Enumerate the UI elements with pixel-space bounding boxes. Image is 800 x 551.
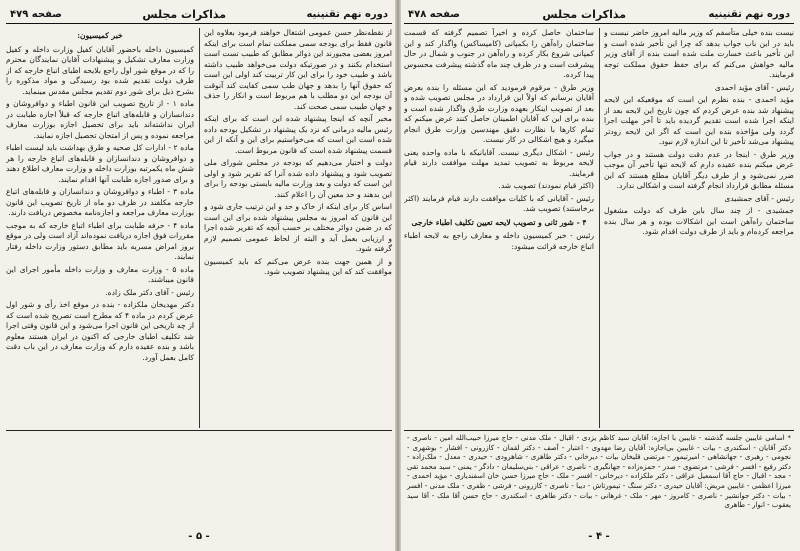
paragraph: ماده ۴ - حرفه طبابت برای اطباء اتباع خارجه که به موجب مقررات فوق اجازه دریافت نموده‌اند آزاد است ولی در موقع بروز امراض مسریه باید مطابق دستور وزارت داخله رفتار نمایند. bbox=[6, 220, 194, 261]
paragraph: رئیس - خبر کمیسیون داخله و معارف راجع به لایحه اطباء اتباع خارجه قرائت میشود: bbox=[404, 231, 594, 251]
paragraph: رئیس - آقایانی که با کلیات موافقت دارند قیام فرمایند (اکثر برخاستند) تصویب شد. bbox=[404, 193, 594, 213]
paragraph: جمشیدی - از چند سال باین طرف که دولت مشغول ساختمان راه‌آهن است این اشکالات بوده و هر سال بنده مراجعه کرده‌ام و باید از طرف دولت اقدام شود. bbox=[604, 206, 794, 236]
section-heading: خبر کمیسیون: bbox=[77, 31, 123, 40]
paragraph: (اکثر قیام نمودند) تصویب شد. bbox=[498, 181, 594, 190]
left-page-footer-number: - ۵ - bbox=[188, 531, 210, 542]
paragraph: ماده ۵ - وزارت معارف و وزارت داخله مأمور اجرای این قانون میباشند. bbox=[6, 264, 194, 284]
right-page-header bbox=[404, 6, 794, 24]
paragraph: رئیس - آقای دکتر ملک زاده. bbox=[105, 287, 194, 297]
left-page-title: مذاکرات مجلس bbox=[142, 7, 227, 21]
right-page-volume: دوره نهم تقنینیه bbox=[708, 8, 790, 20]
right-page-left-column bbox=[404, 28, 594, 428]
paragraph: نیست بنده خیلی متأسفم که وزیر مالیه امروز حاضر نیست و باید در این باب جواب بدهد که چرا این تأخیر شده است و این تأخیر باعث خسارت ملت شده است بنده از آقای وزیر مالیه خواهش می‌کنم که برای حفظ حقوق مملکت توجه فرمایند. bbox=[604, 28, 794, 79]
left-page-right-column bbox=[204, 28, 392, 428]
right-page-number-label: صفحه ۴۷۸ bbox=[408, 8, 460, 20]
footnote-divider bbox=[6, 430, 392, 431]
paragraph: مخبر آنچه که اینجا پیشنهاد شده این است که برای اینکه رئیس مالیه درمانی که نزد یک پیشنهاد در تشکیل بودجه داده شده است این است که می‌خواستیم برای این و آنکه از این قسمت پیشنهاد شده است که قانون مربوط است. bbox=[204, 114, 392, 155]
book-spine bbox=[395, 0, 401, 551]
paragraph: ماده ۲ - ادارات کل صحیه و طرق بهداشت باید لیست اطباء و دوافروشان و دندانسازان و قابله‌های اتباع خارجه را هر شش ماه یکمرتبه بوزارت داخله و وزارت معارف اطلاع دهند و برای صدور اجازه طبابت آنها اقدام نمایند. bbox=[6, 143, 194, 184]
column-divider bbox=[199, 28, 200, 428]
paragraph: از نقطه‌نظر حسن عمومی اشتغال خواهند فرمود بعلاوه این قانون فقط برای بودجه سمی مملکت تمام است برای اینکه امروز بعضی مجبورند این دوائر مطابق که طبیب تست است استخدام بکنند و در صورتیکه دولت می‌خواهد طبیب داشته باشد و طبیب خود را برای این کار تربیت کند اولی این است که حقوق آنها را بدهد و جهان طب سمی کفایت کند آنوقت آن بودجه این دو مطلب با هم مربوط است و انکار را حذف و جهان طبیب سمی صحت کند. bbox=[204, 28, 392, 111]
paragraph: و از همین جهت بنده عرض می‌کنم که باید کمیسیون موافقت کند که این پیشنهاد تصویب شود. bbox=[204, 256, 392, 276]
footnote-divider bbox=[404, 430, 794, 431]
right-page-right-column bbox=[604, 28, 794, 428]
section-heading: ۴ - شور ثانی و تصویب لایحه تعیین تکلیف اطباء خارجی bbox=[411, 217, 587, 227]
paragraph: رئیس - آقای جمشیدی bbox=[724, 193, 794, 203]
left-page bbox=[6, 6, 392, 544]
paragraph: ساختمان حاصل کرده و اخیراً تصمیم گرفته که قسمت ساختمان راه‌آهن را بکمپانی (کامپساکس) واگذار کند و این کمپانی شروع بکار کرده و راه‌آهن در جنوب و شمال در حال پیشرفت است و در ظرف چند ماه گذشته پیشرفت محسوس پیدا کرده. bbox=[404, 28, 594, 79]
paragraph: ماده ۳ - اطباء و دوافروشان و دندانسازان و قابله‌های اتباع خارجه مکلفند در ظرف دو ماه از تاریخ تصویب این قانون بوزارت معارف مراجعه و اجازه‌نامه مخصوص دریافت دارند. bbox=[6, 187, 194, 217]
right-page bbox=[404, 6, 794, 544]
paragraph: کمیسیون داخله باحضور آقایان کفیل وزارت داخله و کفیل وزارت معارف تشکیل و پیشنهادات آقایان نمایندگان محترم را که در موقع شور اول راجع بلایحه اطبای اتباع خارجه که از طرف دولت تقدیم شده بود رسیدگی و مواد مذکوره را بشرح ذیل برای شور دوم تقدیم مجلس مقدس مینماید. bbox=[6, 44, 194, 96]
left-page-footnote bbox=[6, 434, 392, 530]
paragraph: رئیس - اشکال دیگری نیست. آقایانیکه با ماده واحده یعنی لایحه مربوط به تصویب تمدید مهلت موافقت دارند قیام فرمایند. bbox=[404, 147, 594, 178]
left-page-volume: دوره نهم تقنینیه bbox=[306, 8, 388, 20]
paragraph: دکتر مهدیخان ملکزاده - بنده در موقع اخذ رأی و شور اول عرض کردم در ماده ۴ که مطرح است تصریح شده است که از چه تاریخی این قانون اجرا می‌شود و این قانون وقتی اجرا شد تکلیف اطبای خارجی که اکنون در ایران هستند معلوم باشد و بنده عقیده دارم که وزارت معارف در این باب دقت کامل بعمل آورد. bbox=[6, 300, 194, 362]
left-page-header bbox=[6, 6, 392, 24]
paragraph: دولت و اختیار می‌دهیم که بودجه در مجلس شورای ملی تصویب شود و پیشنهاد داده شده آنرا که تقریر شود و اولی این است که دولت و بعد وزارت مالیه بایستی بودجه را برای این بدهند و حد معین آن را اعلام کنند. bbox=[204, 158, 392, 199]
paragraph: مؤید احمدی - بنده نظرم این است که موقعیکه این لایحه پیشنهاد شد بنده عرض کردم که چون تاریخ این لایحه بعد از اینکه اجرا شده است تقدیم گردیده باید تا آخر مهلت اجرا گردد ولی مؤاخذه بنده این است که اگر این لایحه زودتر پیشنهاد می‌شد تأخیر تا این اندازه لازم نبود. bbox=[604, 95, 794, 146]
left-page-body bbox=[6, 28, 392, 428]
left-page-number-label: صفحه ۴۷۹ bbox=[10, 8, 62, 20]
paragraph: اساس کار برای اینکه از خاک و حد و این ترتیب جاری شود و این قانون که امروز به مجلس پیشنهاد شده برای این است که در ضمن دوائر مختلف بر حسب آنچه که تقریر شده اجرا و ارزیابی بعمل آید و البته از لحاظ عمومی تصمیم لازم گرفته شود. bbox=[204, 202, 392, 253]
left-page-left-column bbox=[6, 28, 194, 428]
paragraph: وزیر طرق - مرقوم فرمودید که این مسئله را بنده بعرض آقایان برسانم که اولاً این قرارداد در مجلس تصویب شده و بعد از تصویب اینکار بعهده وزارت طرق واگذار شده است و بنده برای این که آقایان اطمینان حاصل کنند عرض میکنم که تمام کارها با نظارت دقیق مهندسین وزارت طرق انجام میگیرد و هیچ اشکالی در کار نیست. bbox=[404, 82, 594, 144]
right-page-title: مذاکرات مجلس bbox=[542, 7, 627, 21]
right-page-footer-number: - ۴ - bbox=[588, 531, 610, 542]
right-page-body bbox=[404, 28, 794, 428]
paragraph: ماده ۱ - از تاریخ تصویب این قانون اطباء و دوافروشان و دندانسازان و قابله‌های اتباع خارجه که قبلاً اجازه طبابت در ایران نداشته‌اند باید برای تحصیل اجازه بوزارت معارف مراجعه نموده و پس از امتحان تحصیل اجازه نمایند. bbox=[6, 99, 194, 140]
paragraph: رئیس - آقای مؤید احمدی bbox=[714, 82, 794, 92]
paragraph: وزیر طرق - اینجا در عدم دقت دولت هستند و در جواب عرض میکنم بنده عقیده دارم که لایحه تنها تأخیر آن موجب ضرر نمی‌شود و از طرف دیگر آقایان مطلع هستند که این مسئله مطابق قرارداد انجام گرفته است و اشکالی ندارد. bbox=[604, 149, 794, 190]
right-page-footnote: * اسامی غایبین جلسه گذشته - غایبین با اجازه: آقایان سید کاظم یزدی - اقبال - ملک مدنی - حاج میرزا حبیب‌الله امین - ناصری - دکتر آقایان - اسکندری - بیات - غایبین بی‌اجازه: آقایان رضا مهدوی - اعتبار - آصف - دکتر لقمان - کازرونی - افشار - بوشهری - نجومی - رهبری - جهانشاهی - امیرتیمور - مرتضی قلیخان بیات - دیرخانی - دکتر طاهری - شاهرودی - حیدری - معدل - ملک‌زاده - دکتر رفیع - افسر - فرشی - مرتضوی - صدر - حمزه‌زاده - جهانگیری - ناصری - عراقی - بنی‌سلیمان - دادگر - یمنی - سید محمد تقی - مجد - اقبال - حاج آقا اسمعیل عراقی - دکتر ملکزاده - دیرخانی - افسر - ملک - حاج میرزا حسن خان اسفندیاری - مؤید احمدی - میرزا اعظمی - غایبین مریض: آقایان حیدری - دکتر سنگ - تیمورتاش - دیبا - ناصری - کازرونی - فرشی - ظفری - ملک مدنی - افسر - بیات - دکتر جوانشیر - ناصری - کامروز - مهر - ملک - غرهانی - بیات - دکتر طاهری - اسکندری - حاج حسن آقا ملک - آقا سید یعقوب - انوار - طاهری bbox=[407, 434, 791, 510]
column-divider bbox=[599, 28, 600, 428]
